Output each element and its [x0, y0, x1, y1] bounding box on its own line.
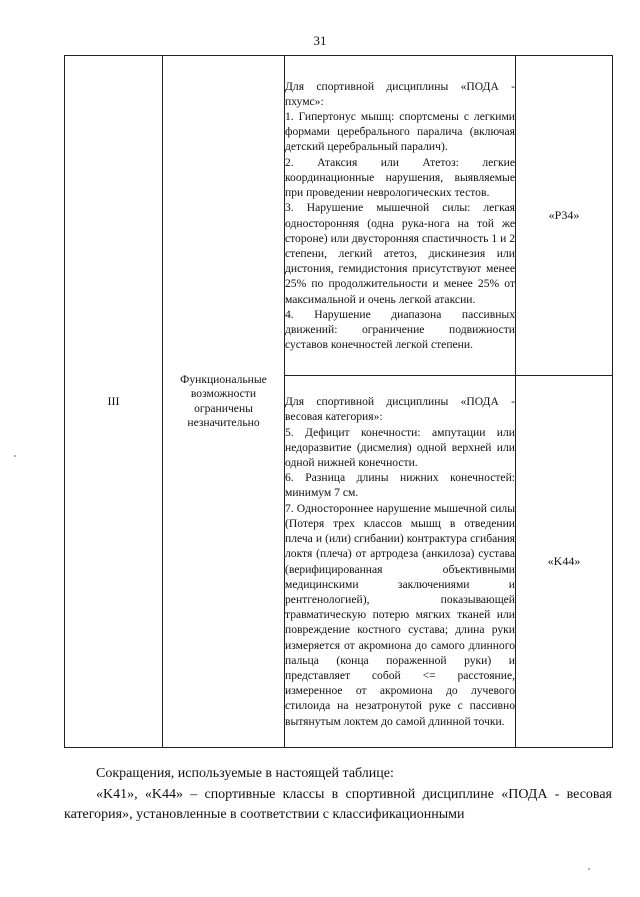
criteria-paragraph: 2. Атаксия или Атетоз: легкие координационные нарушения, выявляемые при проведении неврологических тестов.	[285, 155, 515, 200]
criteria-paragraph: Для спортивной дисциплины «ПОДА - весовая категория»:	[285, 395, 515, 424]
abbreviations-text: «K41», «K44» – спортивные классы в спортивной дисциплине «ПОДА - весовая категория», установленные в соответствии с классификационными	[64, 787, 612, 822]
criteria-paragraph: 7. Одностороннее нарушение мышечной силы (Потеря трех классов мышц в отведении плеча и (или) сгибании) контрактура сгибания локтя (плеча) от артродеза (анкилоза) сустава (верифицированная объективными медицинскими заключениями и рентгенологией), показывающей травматическую потерю мягких тканей или повреждение костного сустава; длина руки измеряется от акромиона до самого длинного пальца (конца пораженной руки) и представляет собой <= расстояние, измеренное от акромиона до лучевого стилоида на незатронутой руке с пассивно вытянутым локтем до самой длинной точки.	[285, 501, 515, 728]
criteria-paragraph: 3. Нарушение мышечной силы: легкая односторонняя (одна рука-нога на той же стороне) или двусторонняя спастичность 1 и 2 степени, легкий атетоз, дискинезия или дистония, гемидистония присутствуют менее 25% по продолжительности и менее 25% от максимальной и очень легкой атаксии.	[285, 201, 515, 306]
criteria-paragraph: Для спортивной дисциплины «ПОДА - пхумс»:	[285, 79, 515, 108]
criteria-cell-2	[285, 376, 516, 748]
scan-speck	[14, 455, 16, 457]
scan-speck	[588, 868, 590, 870]
criteria-cell-1	[285, 56, 516, 376]
criteria-paragraph: 1. Гипертонус мышц: спортсмены с легкими формами церебрального паралича (включая детский церебральный паралич).	[285, 110, 515, 154]
page-number: 31	[313, 33, 327, 48]
class-cell-2: «K44»	[516, 376, 613, 748]
classification-table	[64, 55, 613, 748]
class-cell-1: «P34»	[516, 56, 613, 376]
level-cell: III	[65, 56, 163, 748]
criteria-paragraph: 4. Нарушение диапазона пассивных движений: ограничение подвижности суставов конечностей легкой степени.	[285, 307, 515, 352]
abbreviations-heading: Сокращения, используемые в настоящей таблице:	[96, 766, 394, 781]
criteria-paragraph: 6. Разница длины нижних конечностей: минимум 7 см.	[285, 471, 515, 500]
criteria-paragraph: 5. Дефицит конечности: ампутации или недоразвитие (дисмелия) одной верхней или одной нижней конечности.	[285, 425, 515, 470]
description-cell: Функциональные возможности ограничены незначительно	[163, 56, 285, 748]
table-row	[65, 56, 613, 376]
